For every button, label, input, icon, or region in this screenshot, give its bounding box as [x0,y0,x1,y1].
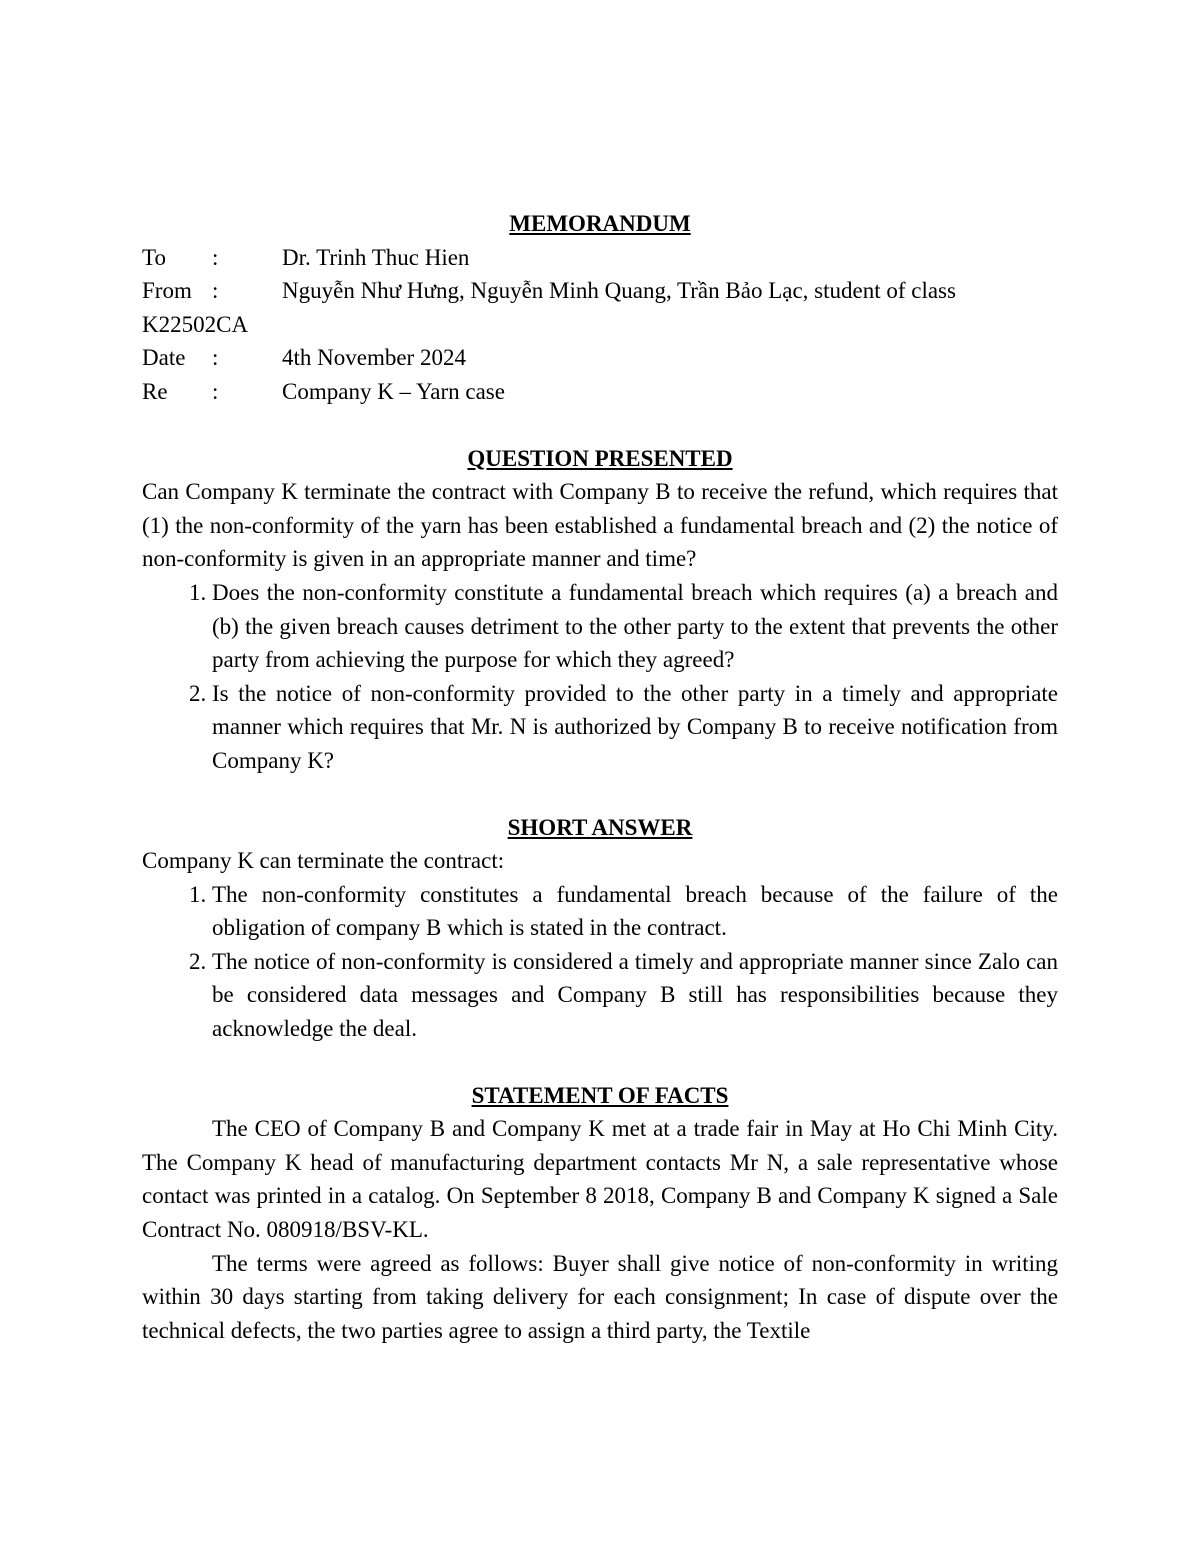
spacer [142,1046,1058,1079]
to-colon: : [212,244,219,270]
spacer [142,409,1058,442]
from-wrap: K22502CA [142,311,249,337]
from-row [142,274,1058,308]
question-list [142,576,1058,778]
memo-page [142,207,1058,1347]
short-answer-intro: Company K can terminate the contract: [142,848,505,874]
short-answer-item-2: 2. The notice of non-conformity is considered a timely and appropriate manner since Zalo can be considered data messages and Company B still has responsibilities because they acknowledge the deal. [212,945,1058,1046]
spacer [142,778,1058,811]
memo-title: MEMORANDUM [509,211,691,236]
facts-paragraph-2: The terms were agreed as follows: Buyer shall give notice of non-conformity in writing within 30 days starting from taking delivery for each consignment; In case of dispute over the technical defects, the two parties agree to assign a third party, the Textile [142,1250,1058,1343]
question-intro: Can Company K terminate the contract with Company B to receive the refund, which requires that (1) the non-conformity of the yarn has been established a fundamental breach and (2) the notice of non-conformity is given in an appropriate manner and time? [142,479,1058,572]
re-colon: : [212,378,219,404]
question-item-1: 1. Does the non-conformity constitute a fundamental breach which requires (a) a breach and (b) the given breach causes detriment to the other party to the extent that prevents the other party from achieving the purpose for which they agreed? [212,576,1058,677]
re-label: Re [142,378,168,404]
date-value: 4th November 2024 [282,345,466,371]
facts-paragraph-1: The CEO of Company B and Company K met at a trade fair in May at Ho Chi Minh City. The Company K head of manufacturing department contacts Mr N, a sale representative whose contact was printed in a catalog. On September 8 2018, Company B and Company K signed a Sale Contract No. 080918/BSV-KL. [142,1116,1058,1243]
re-row [142,375,1058,409]
question-heading: QUESTION PRESENTED [467,445,733,471]
date-colon: : [212,345,219,371]
date-label: Date [142,345,186,371]
from-colon: : [212,278,219,304]
re-value: Company K – Yarn case [282,378,505,404]
question-item-2: 2. Is the notice of non-conformity provided to the other party in a timely and appropriate manner which requires that Mr. N is authorized by Company B to receive notification from Company K? [212,677,1058,778]
to-value: Dr. Trinh Thuc Hien [282,244,470,270]
from-label: From [142,278,192,304]
to-label: To [142,244,166,270]
facts-heading: STATEMENT OF FACTS [471,1082,729,1108]
to-row [142,241,1058,275]
from-value: Nguyễn Như Hưng, Nguyễn Minh Quang, Trần Bảo Lạc, student of class [282,278,956,304]
short-answer-heading: SHORT ANSWER [507,814,693,840]
short-answer-item-1: 1. The non-conformity constitutes a fundamental breach because of the failure of the obligation of company B which is stated in the contract. [212,878,1058,945]
short-answer-list [142,878,1058,1046]
date-row [142,341,1058,375]
